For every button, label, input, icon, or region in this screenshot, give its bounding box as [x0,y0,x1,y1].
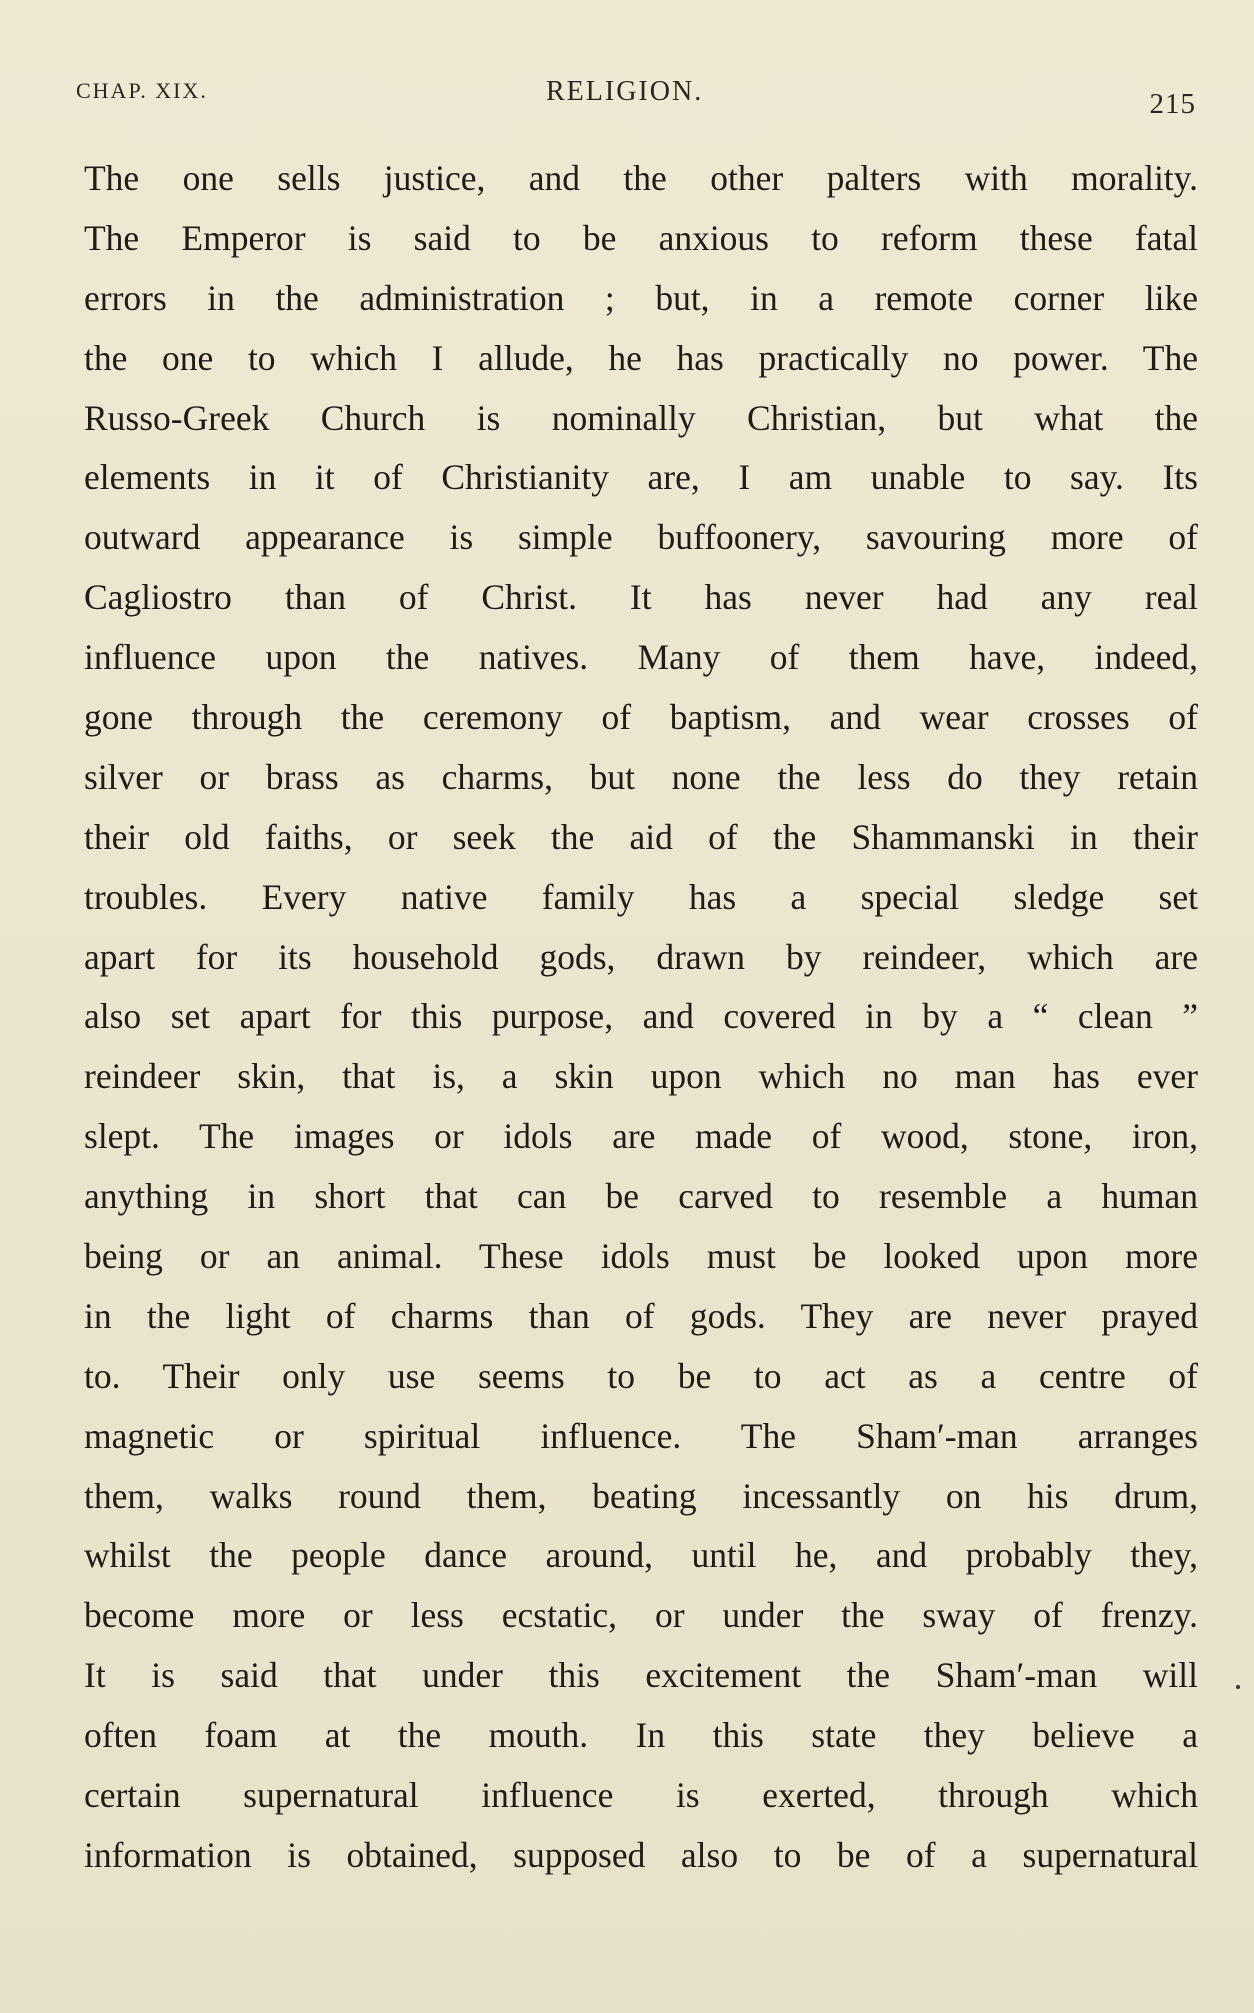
text-line: troubles. Every native family has a special sledge set [84,876,1198,917]
text-line: gone through the ceremony of baptism, and wear crosses of [84,697,1198,738]
stray-ink-dot [1236,1685,1240,1689]
body-paragraph [84,149,1198,1886]
text-line: the one to which I allude, he has practically no power. The [84,337,1198,378]
running-head [76,78,1196,118]
text-line: elements in it of Christianity are, I am unable to say. Its [84,457,1198,498]
text-line: outward appearance is simple buffoonery, savouring more of [84,517,1198,558]
page-number: 215 [1149,88,1196,120]
text-line: often foam at the mouth. In this state they believe a [84,1715,1198,1756]
text-line: to. Their only use seems to be to act as a centre of [84,1355,1198,1396]
text-line: reindeer skin, that is, a skin upon which no man has ever [84,1056,1198,1097]
text-line: influence upon the natives. Many of them have, indeed, [84,637,1198,678]
text-line: their old faiths, or seek the aid of the Shammanski in their [84,816,1198,857]
section-title: RELIGION. [546,76,704,107]
text-line: in the light of charms than of gods. They are never prayed [84,1295,1198,1336]
text-line: anything in short that can be carved to resemble a human [84,1176,1198,1217]
text-line: also set apart for this purpose, and covered in by a “ clean ” [84,996,1198,1037]
text-line: The Emperor is said to be anxious to reform these fatal [84,217,1198,258]
text-line: The one sells justice, and the other palters with morality. [84,158,1198,198]
text-line: them, walks round them, beating incessantly on his drum, [84,1475,1198,1516]
text-line: silver or brass as charms, but none the less do they retain [84,756,1198,797]
text-line: magnetic or spiritual influence. The Sham′-man arranges [84,1415,1198,1456]
text-line: errors in the administration ; but, in a remote corner like [84,277,1198,318]
text-line: become more or less ecstatic, or under the sway of frenzy. [84,1595,1198,1636]
text-line: certain supernatural influence is exerted, through which [84,1775,1198,1816]
text-line: whilst the people dance around, until he, and probably they, [84,1535,1198,1576]
text-line: slept. The images or idols are made of wood, stone, iron, [84,1116,1198,1157]
text-line: information is obtained, supposed also to be of a supernatural [84,1834,1198,1875]
text-line: apart for its household gods, drawn by reindeer, which are [84,936,1198,977]
text-line: It is said that under this excitement the Sham′-man will [84,1655,1198,1696]
chapter-label: CHAP. XIX. [76,78,208,103]
text-line: being or an animal. These idols must be looked upon more [84,1236,1198,1277]
text-line: Cagliostro than of Christ. It has never had any real [84,577,1198,618]
text-line: Russo-Greek Church is nominally Christian, but what the [84,397,1198,438]
